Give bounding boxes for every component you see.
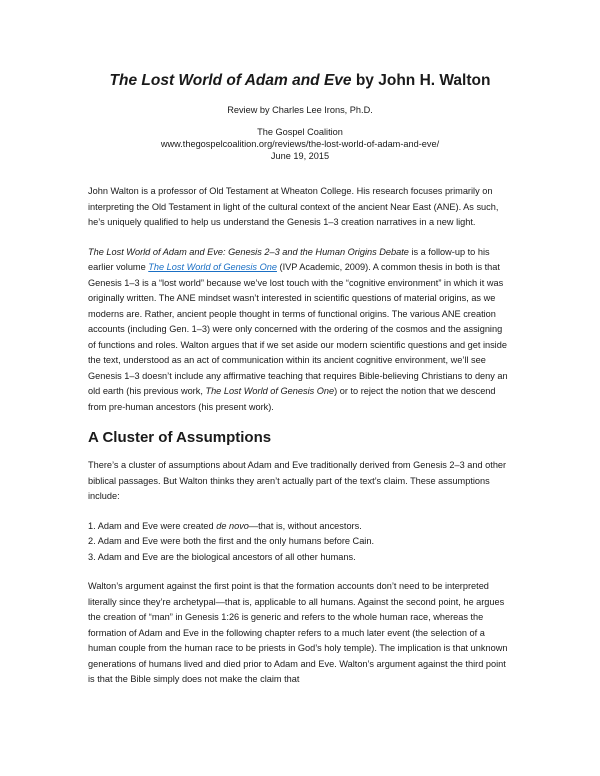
- book-full-title: The Lost World of Adam and Eve: Genesis 2–3 and the Human Origins Debate: [88, 246, 409, 257]
- publish-date: June 19, 2015: [270, 151, 330, 161]
- previous-work-title: The Lost World of Genesis One: [205, 386, 335, 396]
- reviewer-line: Review by Charles Lee Irons, Ph.D.: [227, 105, 373, 115]
- list-item: [88, 519, 512, 535]
- thesis-text-3: ) or to reject the notion that we descend from pre-human ancestors (his present work).: [88, 386, 496, 412]
- publisher-line: The Gospel Coalition: [257, 127, 343, 137]
- intro-paragraph: John Walton is a professor of Old Testament at Wheaton College. His research focuses primarily on interpreting the Old Testament in light of the cultural context of the ancient Near East (ANE). As such, he’s uniquely qualified to help us understand the Genesis 1–3 creation narratives in a new light.: [88, 186, 499, 227]
- item1-suffix: —that is, without ancestors.: [248, 520, 362, 531]
- assumptions-list: [88, 519, 512, 566]
- thesis-paragraph: [88, 245, 512, 416]
- genesis-one-link[interactable]: The Lost World of Genesis One: [148, 262, 277, 272]
- assumptions-intro-paragraph: There’s a cluster of assumptions about Adam and Eve traditionally derived from Genesis 2–3 and other biblical passages. But Walton thinks they aren’t actually part of the text’s claim. These assumptions include:: [88, 460, 507, 501]
- thesis-text-1: is a follow-up to his earlier volume: [88, 246, 490, 272]
- list-item: 2. Adam and Eve were both the first and the only humans before Cain.: [88, 536, 375, 546]
- item1-italic: de novo: [216, 520, 249, 531]
- section-heading: A Cluster of Assumptions: [88, 429, 272, 446]
- argument-paragraph: Walton’s argument against the first point is that the formation accounts don’t need to be interpreted literally since they’re archetypal—that is, applicable to all humans. Against the second point, he argues the creation of “man” in Genesis 1:26 is generic and refers to the whole human race, whereas the formation of Adam and Eve in the following chapter refers to a much later event (the selection of a human couple from the human race to be priests in God’s holy temple). The implication is that unknown generations of humans lived and died prior to Adam and Eve. Walton’s argument against the third point is that the Bible simply does not make the claim that: [88, 581, 508, 684]
- title-book-name: The Lost World of Adam and Eve: [109, 72, 352, 89]
- page-title: [88, 72, 512, 90]
- thesis-text-2: (IVP Academic, 2009). A common thesis in both is that Genesis 1–3 is a “lost world” because we’ve lost touch with the “cognitive environment” in which it was originally written. The ANE mindset wasn’t interested in scientific questions of material origins, as we moderns are. Rather, ancient people thought in terms of functional origins. The various ANE creation accounts (including Gen. 1–3) were only concerned with the ordering of the cosmos and the assigning of functions and roles. Walton argues that if we set aside our modern scientific questions and get inside the text, understood as an act of communication within its ancient cognitive environment, we’ll see Genesis 1–3 doesn’t include any affirmative teaching that requires Bible-believing Christians to deny an old earth (his previous work,: [88, 262, 508, 396]
- title-author: by John H. Walton: [351, 72, 491, 89]
- list-item: 3. Adam and Eve are the biological ancestors of all other humans.: [88, 551, 356, 562]
- source-url: www.thegospelcoalition.org/reviews/the-lost-world-of-adam-and-eve/: [160, 139, 440, 149]
- item1-prefix: 1. Adam and Eve were created: [88, 520, 217, 531]
